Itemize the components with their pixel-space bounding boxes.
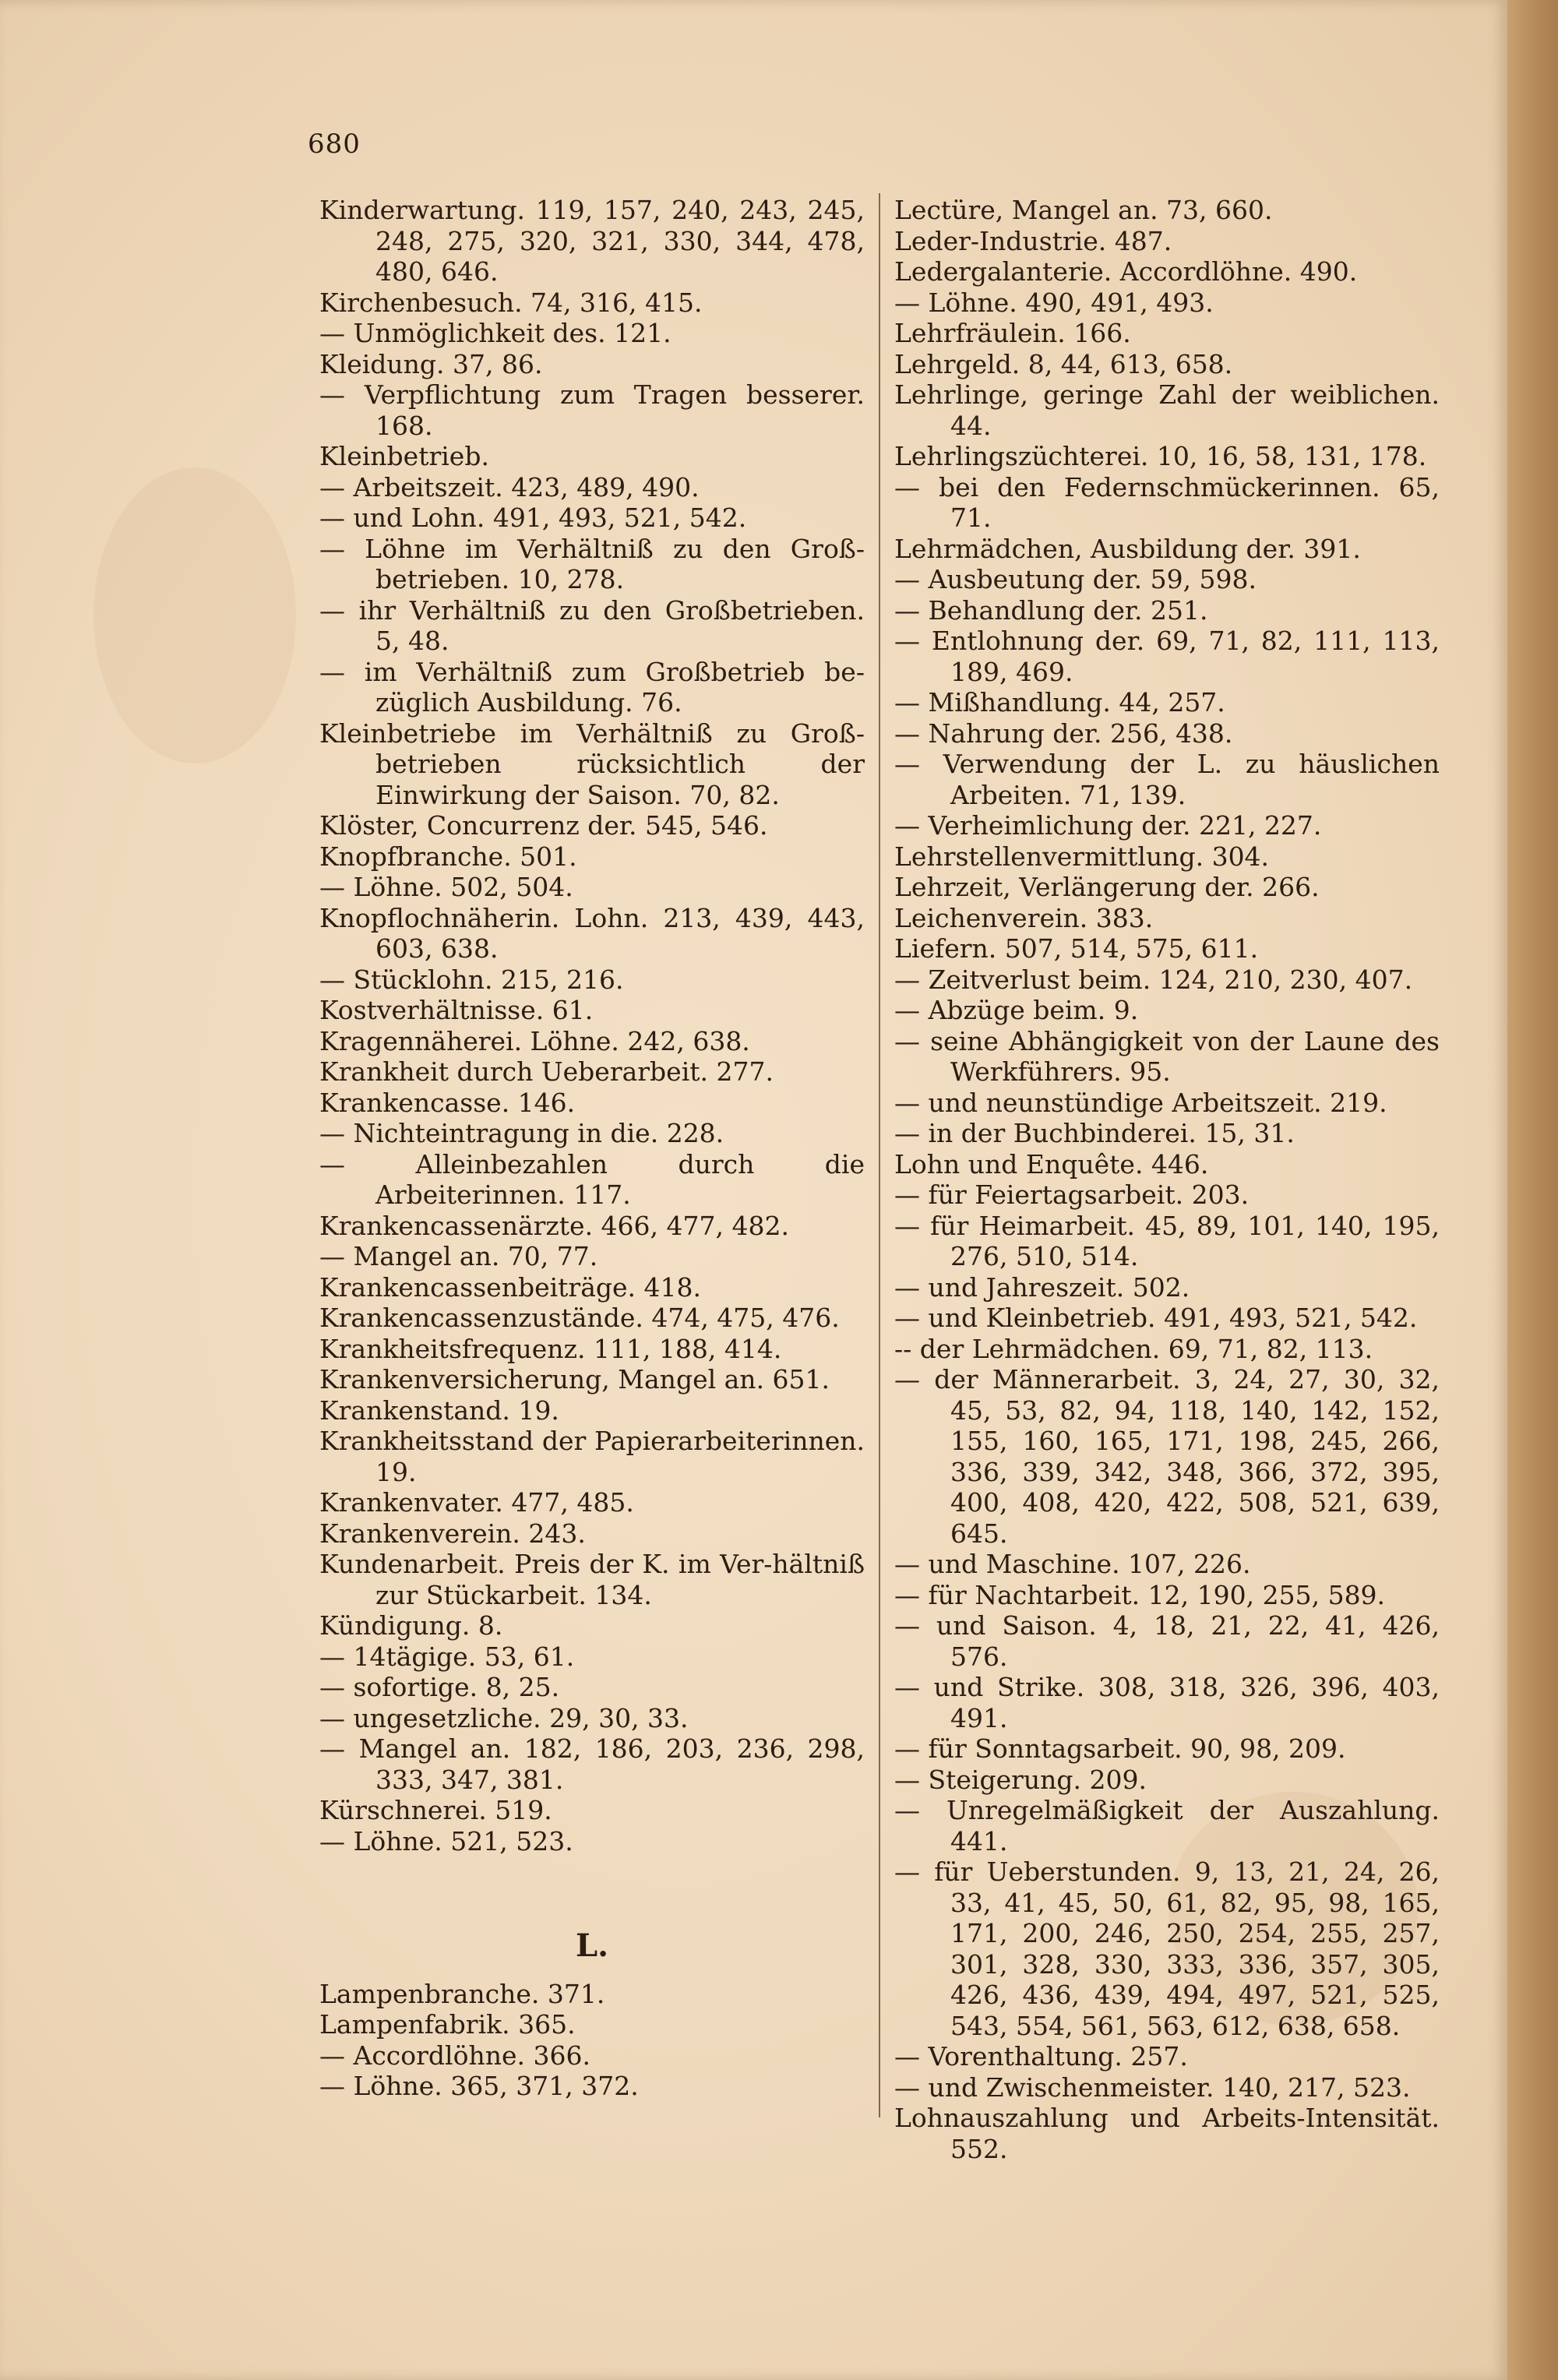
index-entry: Kinderwartung. 119, 157, 240, 243, 245, 248, 275, 320, 321, 330, 344, 478, 480, 646. <box>319 195 865 287</box>
index-column-left <box>319 195 865 2102</box>
index-entry: — und Kleinbetrieb. 491, 493, 521, 542. <box>894 1303 1418 1333</box>
index-entry: — Alleinbezahlen durch die Arbeiterinnen. 117. <box>319 1148 865 1210</box>
index-entry: Knopfbranche. 501. <box>319 841 577 872</box>
index-entry: Lehrfräulein. 166. <box>894 318 1131 348</box>
index-entry: — Löhne. 365, 371, 372. <box>319 2071 639 2101</box>
index-entry: — der Männerarbeit. 3, 24, 27, 30, 32, 45, 53, 82, 94, 118, 140, 142, 152, 155, 160, 165, 171, 198, 245, 266, 336, 339, 342, 348, 366, 372, 395, 400, 408, 420, 422, 508, 521, 639, 645. <box>894 1364 1440 1549</box>
page-number: 680 <box>308 129 361 160</box>
index-entry: Kleinbetrieb. <box>319 441 489 471</box>
column-divider <box>879 193 880 2117</box>
index-entry: Lehrgeld. 8, 44, 613, 658. <box>894 348 1233 379</box>
index-entry: — Behandlung der. 251. <box>894 594 1208 626</box>
index-entry: Lampenfabrik. 365. <box>319 2009 576 2040</box>
index-entry: Knopflochnäherin. Lohn. 213, 439, 443, 603, 638. <box>319 902 865 964</box>
index-entry: — ihr Verhältniß zu den Großbetrieben. 5, 48. <box>319 594 865 656</box>
index-entry: — Stücklohn. 215, 216. <box>319 964 624 995</box>
index-entry: — im Verhältniß zum Großbetrieb be-züglich Ausbildung. 76. <box>319 656 865 718</box>
index-entry: Liefern. 507, 514, 575, 611. <box>894 933 1259 964</box>
index-entry: Leichenverein. 383. <box>894 902 1154 933</box>
index-entry: Lehrmädchen, Ausbildung der. 391. <box>894 533 1361 564</box>
index-entry: Lehrstellenvermittlung. 304. <box>894 841 1270 872</box>
index-entry: Lampenbranche. 371. <box>319 1978 605 2009</box>
index-entry: Lehrzeit, Verlängerung der. 266. <box>894 872 1320 902</box>
index-entry: — Nahrung der. 256, 438. <box>894 718 1233 749</box>
index-entry: — Löhne. 521, 523. <box>319 1825 573 1856</box>
index-entry: — seine Abhängigkeit von der Laune des Werkführers. 95. <box>894 1025 1440 1087</box>
index-entry: — Löhne. 502, 504. <box>319 872 573 902</box>
index-entry: Kostverhältnisse. 61. <box>319 995 594 1025</box>
index-entry: — ungesetzliche. 29, 30, 33. <box>319 1702 689 1733</box>
index-entry: Kleidung. 37, 86. <box>319 348 543 379</box>
index-entry: — Mißhandlung. 44, 257. <box>894 687 1225 718</box>
index-entry: Krankencassenärzte. 466, 477, 482. <box>319 1210 789 1241</box>
index-entry: — Zeitverlust beim. 124, 210, 230, 407. <box>894 964 1413 995</box>
index-entry: Lehrlinge, geringe Zahl der weiblichen. 44. <box>894 379 1440 441</box>
index-entry: — Löhne. 490, 491, 493. <box>894 287 1214 318</box>
index-entry: Kundenarbeit. Preis der K. im Ver-hältniß zur Stückarbeit. 134. <box>319 1549 865 1610</box>
index-entry: Krankheitsstand der Papierarbeiterinnen. 19. <box>319 1426 865 1487</box>
index-entry: Krankencassenzustände. 474, 475, 476. <box>319 1303 840 1333</box>
index-entry: Lohn und Enquête. 446. <box>894 1148 1209 1179</box>
index-entry: — bei den Federnschmückerinnen. 65, 71. <box>894 471 1440 533</box>
index-entry: Krankencassenbeiträge. 418. <box>319 1271 701 1303</box>
paper-stain <box>93 467 296 763</box>
index-entry: — und neunstündige Arbeitszeit. 219. <box>894 1087 1387 1118</box>
index-entry: Kündigung. 8. <box>319 1610 503 1641</box>
index-entry: — Steigerung. 209. <box>894 1764 1147 1795</box>
index-entry: Leder-Industrie. 487. <box>894 225 1172 256</box>
index-entry: Krankheit durch Ueberarbeit. 277. <box>319 1056 774 1087</box>
index-entry: Krankenvater. 477, 485. <box>319 1487 634 1518</box>
index-entry: — und Jahreszeit. 502. <box>894 1271 1190 1303</box>
index-entry: Krankenverein. 243. <box>319 1518 586 1549</box>
index-entry: — sofortige. 8, 25. <box>319 1672 560 1702</box>
index-entry: — Löhne im Verhältniß zu den Groß-betrieben. 10, 278. <box>319 533 865 594</box>
index-entry: — und Zwischenmeister. 140, 217, 523. <box>894 2071 1411 2103</box>
index-entry: — und Maschine. 107, 226. <box>894 1549 1251 1579</box>
index-entry: Krankheitsfrequenz. 111, 188, 414. <box>319 1333 782 1364</box>
index-entry: Krankenstand. 19. <box>319 1395 559 1426</box>
index-entry: Klöster, Concurrenz der. 545, 546. <box>319 810 768 841</box>
index-entry: — und Strike. 308, 318, 326, 396, 403, 491. <box>894 1672 1440 1733</box>
index-entry: — Abzüge beim. 9. <box>894 995 1139 1025</box>
index-entry: Lectüre, Mangel an. 73, 660. <box>894 195 1273 225</box>
index-entry: — und Lohn. 491, 493, 521, 542. <box>319 502 747 533</box>
index-column-right <box>894 195 1440 2164</box>
index-entry: Kürschnerei. 519. <box>319 1795 552 1825</box>
index-entry: — Ausbeutung der. 59, 598. <box>894 564 1257 594</box>
index-entry: — in der Buchbinderei. 15, 31. <box>894 1118 1295 1148</box>
index-entry: — Verpflichtung zum Tragen besserer. 168. <box>319 379 865 441</box>
index-entry: Krankenversicherung, Mangel an. 651. <box>319 1364 830 1395</box>
page-edge <box>1507 0 1558 2380</box>
index-entry: Kleinbetriebe im Verhältniß zu Groß-betrieben rücksichtlich der Einwirkung der Saison. 70, 82. <box>319 718 865 810</box>
index-entry: — für Ueberstunden. 9, 13, 21, 24, 26, 33, 41, 45, 50, 61, 82, 95, 98, 165, 171, 200, 246, 250, 254, 255, 257, 301, 328, 330, 333, 336, 357, 305, 426, 436, 439, 494, 497, 521, 525, 543, 554, 561, 563, 612, 638, 658. <box>894 1856 1440 2041</box>
index-entry: — Unmöglichkeit des. 121. <box>319 318 671 348</box>
index-entry: Lohnauszahlung und Arbeits-Intensität. 552. <box>894 2103 1440 2164</box>
index-entry: — Arbeitszeit. 423, 489, 490. <box>319 471 700 502</box>
index-entry: — Entlohnung der. 69, 71, 82, 111, 113, 189, 469. <box>894 626 1440 687</box>
index-entry: — Verheimlichung der. 221, 227. <box>894 810 1322 841</box>
index-entry: — Mangel an. 70, 77. <box>319 1241 598 1271</box>
index-entry: — und Saison. 4, 18, 21, 22, 41, 426, 576. <box>894 1610 1440 1672</box>
index-entry: — für Sonntagsarbeit. 90, 98, 209. <box>894 1733 1346 1764</box>
index-entry: Kirchenbesuch. 74, 316, 415. <box>319 287 703 318</box>
index-entry: — Verwendung der L. zu häuslichen Arbeiten. 71, 139. <box>894 749 1440 810</box>
index-entry: — für Heimarbeit. 45, 89, 101, 140, 195, 276, 510, 514. <box>894 1210 1440 1271</box>
index-entry: — Nichteintragung in die. 228. <box>319 1118 724 1148</box>
index-entry: Lehrlingszüchterei. 10, 16, 58, 131, 178. <box>894 441 1427 471</box>
index-entry: — 14tägige. 53, 61. <box>319 1641 575 1672</box>
index-entry: Krankencasse. 146. <box>319 1087 576 1118</box>
index-entry: Ledergalanterie. Accordlöhne. 490. <box>894 256 1358 287</box>
index-entry: — Mangel an. 182, 186, 203, 236, 298, 333, 347, 381. <box>319 1733 865 1795</box>
index-entry: Kragennäherei. Löhne. 242, 638. <box>319 1025 750 1056</box>
index-entry: -- der Lehrmädchen. 69, 71, 82, 113. <box>894 1333 1373 1364</box>
letter-heading: L. <box>575 1927 609 1964</box>
index-entry: — Unregelmäßigkeit der Auszahlung. 441. <box>894 1795 1440 1856</box>
index-entry: — Accordlöhne. 366. <box>319 2040 590 2071</box>
index-entry: — für Nachtarbeit. 12, 190, 255, 589. <box>894 1579 1386 1610</box>
index-entry: — Vorenthaltung. 257. <box>894 2041 1188 2071</box>
index-entry: — für Feiertagsarbeit. 203. <box>894 1179 1250 1210</box>
